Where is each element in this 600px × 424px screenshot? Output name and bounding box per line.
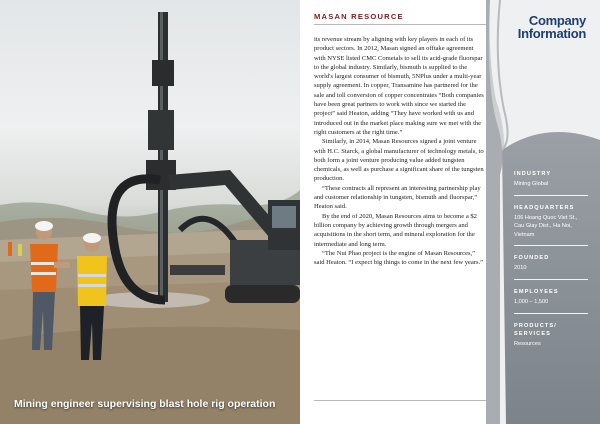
info-label: HEADQUARTERS	[514, 204, 575, 211]
article-body	[314, 35, 486, 267]
info-value: 2010	[514, 265, 527, 272]
article-column	[314, 0, 486, 424]
info-item-products-services	[514, 322, 588, 349]
article-paragraph: its revenue stream by aligning with key players in each of its product sectors. In 2012, Masan signed an offtake agreement with NYSE listed CMC Cometals to sell its acid-grade fluorspar to the global industry. Similarly, bismuth is supplied to the world's largest consumer of bismuth, 5NPlus under a multi-year supply agreement. In copper, Transamine has partnered for the sale and toll conversion of copper concentrates “Both companies have been great partners to work with since we started the project” said Heaton, adding “They have worked with us and introduced out in the market place making sure we met with the right customers at the right time.”	[314, 36, 484, 136]
company-info-panel	[486, 0, 600, 424]
company-info-title: Company Information	[517, 13, 586, 41]
info-divider	[514, 245, 588, 246]
info-divider	[514, 313, 588, 314]
article-paragraph: “These contracts all represent an interesting partnership play and customer relationship in tungsten, bismuth and fluorspar,” Heaton said.	[314, 184, 481, 211]
info-item-headquarters	[514, 204, 588, 247]
info-value: Resources	[514, 340, 541, 347]
info-item-employees	[514, 288, 588, 314]
info-label: EMPLOYEES	[514, 288, 559, 295]
company-info-list	[514, 170, 588, 356]
info-divider	[514, 279, 588, 280]
article-end-divider	[314, 400, 486, 401]
info-value: 106 Hoang Quoc Viet St., Cau Giay Dist., Ha Noi, Vietnam	[514, 214, 578, 238]
article-paragraph: Similarly, in 2014, Masan Resources signed a joint venture with H.C. Starck, a global manufacturer of technology metals, to both form a joint venture producing value added tungsten chemicals, as well as purchase a significant share of the tungsten production.	[314, 138, 484, 183]
section-title: MASAN RESOURCE	[314, 12, 404, 21]
photo-caption: Mining engineer supervising blast hole rig operation	[14, 398, 276, 410]
info-item-industry	[514, 170, 588, 196]
info-value: Mining Global	[514, 181, 549, 187]
info-divider	[514, 195, 588, 196]
article-paragraph: “The Nui Phao project is the engine of Masan Resources,” said Heaton. “I expect big things to come in the next few years.”	[314, 249, 484, 267]
info-item-founded	[514, 254, 588, 280]
title-divider	[314, 24, 486, 25]
info-label: FOUNDED	[514, 255, 550, 262]
info-value: 1,000 – 1,500	[514, 298, 549, 305]
info-label: PRODUCTS/ SERVICES	[514, 322, 557, 337]
info-label: INDUSTRY	[514, 171, 552, 177]
article-paragraph: By the end of 2020, Masan Resources aims to become a $2 billion company by achieving growth through mergers and acquisitions in the short term, and mineral exploration for the intermediate and long term.	[314, 212, 477, 248]
